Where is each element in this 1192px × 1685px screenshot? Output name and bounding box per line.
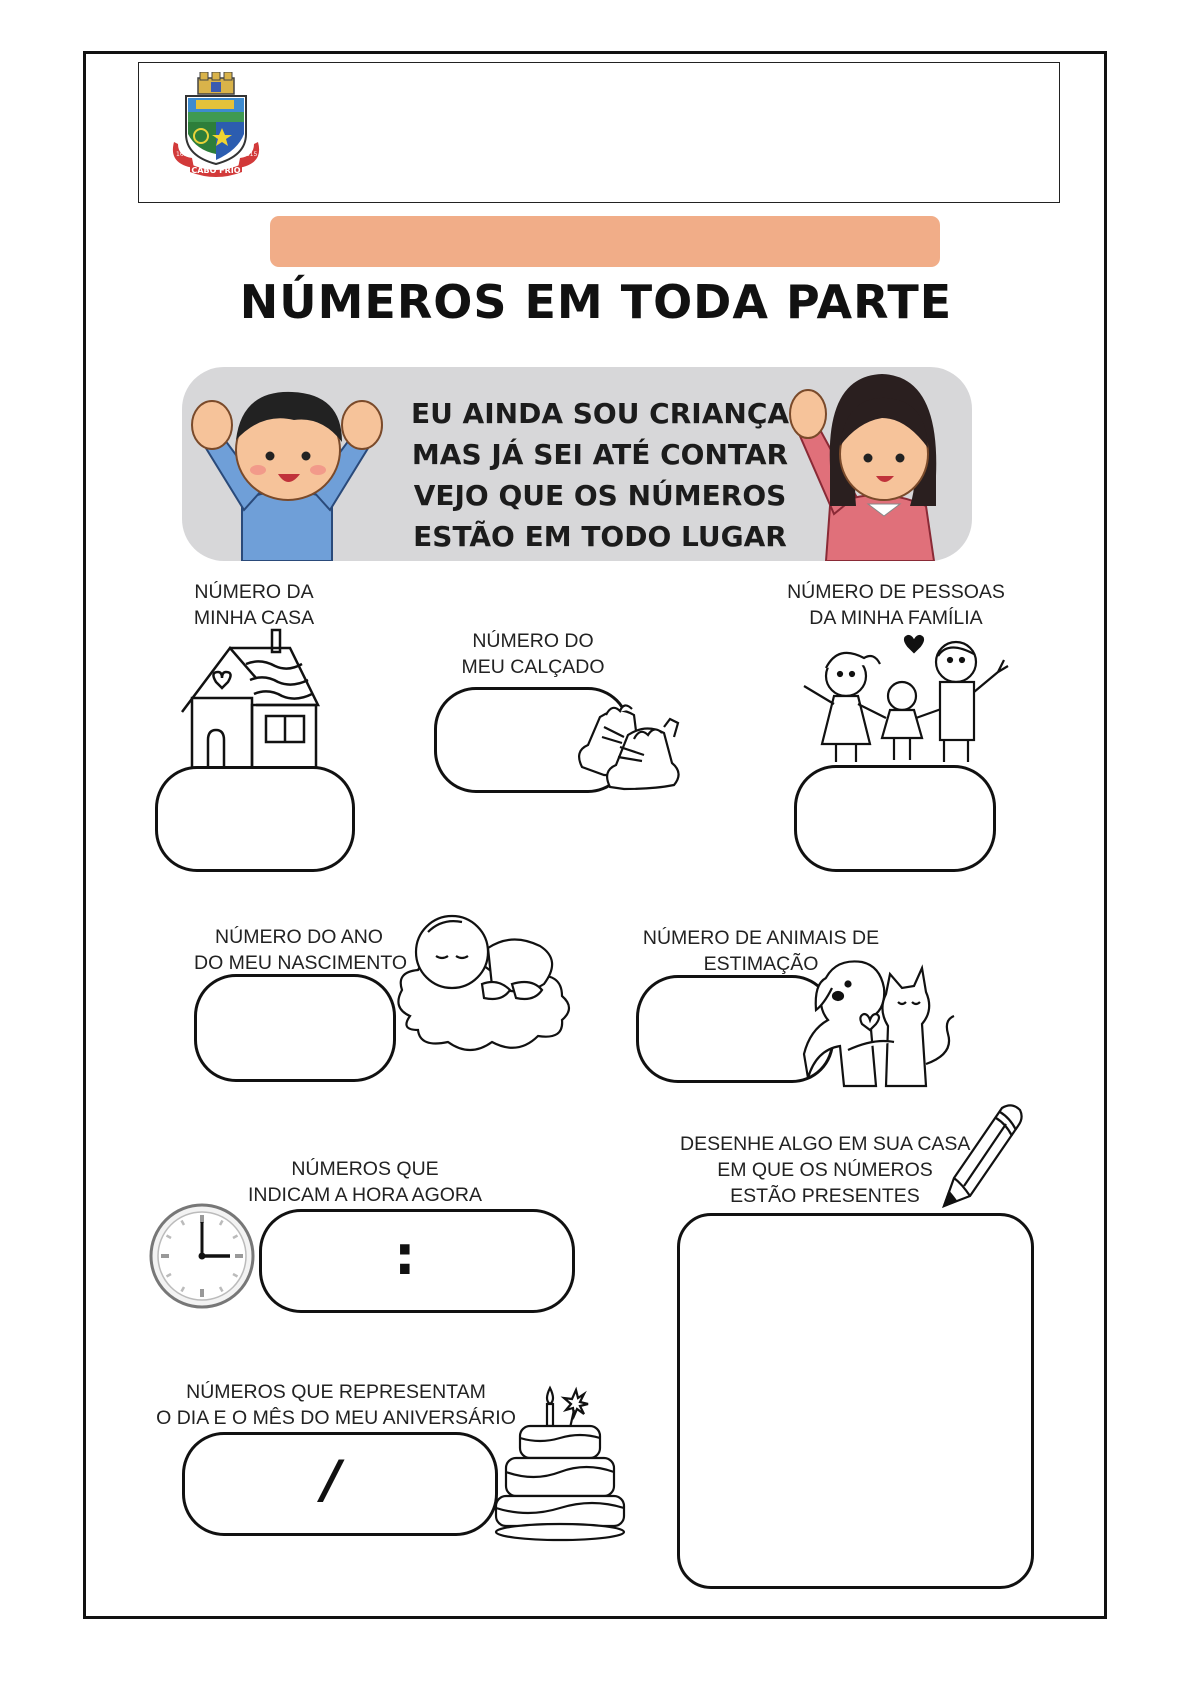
header-box xyxy=(138,62,1060,203)
crest-year-right: 1615 xyxy=(242,151,258,158)
label-line: DO MEU NASCIMENTO xyxy=(194,952,408,974)
city-crest-icon xyxy=(166,72,266,177)
poem-line: EU AINDA SOU CRIANÇA xyxy=(410,397,790,430)
birthday-label xyxy=(156,1379,516,1431)
label-line: MEU CALÇADO xyxy=(461,656,605,678)
crest-text: CABO FRIO xyxy=(191,166,241,175)
family-icon xyxy=(798,634,1010,764)
label-line: NÚMERO DE PESSOAS xyxy=(787,581,1005,603)
label-line: NÚMERO DO ANO xyxy=(215,926,383,948)
birthday-separator: / xyxy=(322,1450,341,1510)
clock-icon xyxy=(148,1202,256,1310)
birth-year-label xyxy=(194,924,408,976)
pencil-icon xyxy=(940,1100,1024,1210)
baby-shoes-icon xyxy=(574,697,684,789)
birthday-cake-icon xyxy=(494,1386,626,1542)
birth-year-box[interactable] xyxy=(194,974,396,1082)
poem-line: ESTÃO EM TODO LUGAR xyxy=(413,520,787,553)
house-icon xyxy=(180,630,320,775)
current-time-box[interactable] xyxy=(259,1209,575,1313)
poem-text xyxy=(380,393,820,557)
label-line: NÚMEROS QUE REPRESENTAM xyxy=(186,1381,486,1403)
label-line: NÚMERO DA xyxy=(194,581,314,603)
page-title: NÚMEROS EM TODA PARTE xyxy=(239,275,953,329)
label-line: NÚMERO DE ANIMAIS DE xyxy=(642,927,880,949)
house-number-box[interactable] xyxy=(155,766,355,872)
poem-line: VEJO QUE OS NÚMEROS xyxy=(413,479,787,512)
student-name-field[interactable] xyxy=(270,216,940,267)
label-line: DA MINHA FAMÍLIA xyxy=(809,607,983,629)
boy-waving-icon xyxy=(182,370,392,561)
label-line: DESENHE ALGO EM SUA CASA xyxy=(680,1133,971,1155)
label-line: INDICAM A HORA AGORA xyxy=(247,1184,483,1206)
family-size-box[interactable] xyxy=(794,765,996,872)
label-line: ESTIMAÇÃO xyxy=(703,953,819,975)
label-line: ESTÃO PRESENTES xyxy=(730,1185,920,1207)
house-number-label xyxy=(154,579,354,631)
crest-year-left: 1615 xyxy=(176,151,192,158)
poem-line: MAS JÁ SEI ATÉ CONTAR xyxy=(411,438,789,471)
time-separator: : xyxy=(394,1224,416,1287)
label-line: EM QUE OS NÚMEROS xyxy=(717,1159,933,1181)
label-line: MINHA CASA xyxy=(193,607,315,629)
shoe-size-label xyxy=(433,628,633,680)
label-line: NÚMEROS QUE xyxy=(291,1158,439,1180)
drawing-area[interactable] xyxy=(677,1213,1034,1589)
label-line: O DIA E O MÊS DO MEU ANIVERSÁRIO xyxy=(156,1407,516,1429)
current-time-label xyxy=(243,1156,487,1208)
sleeping-baby-icon xyxy=(392,912,576,1058)
dog-and-cat-icon xyxy=(804,954,954,1088)
drawing-label xyxy=(680,1131,970,1209)
label-line: NÚMERO DO xyxy=(472,630,594,652)
family-size-label xyxy=(776,579,1016,631)
